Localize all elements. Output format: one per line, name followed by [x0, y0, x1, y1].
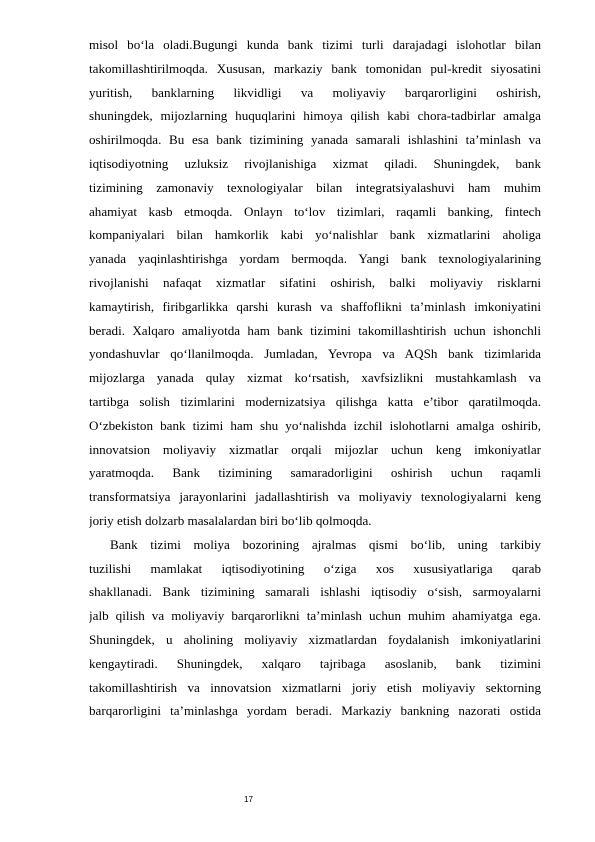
text-line: takomillashtirish va innovatsion xizmatlarni joriy etish moliyaviy sektorning	[89, 679, 541, 695]
text-line: beradi. Xalqaro amaliyotda ham bank tizimini takomillashtirish uchun ishonchli	[89, 322, 541, 338]
text-line: transformatsiya jarayonlarini jadallashtirish va moliyaviy texnologiyalarni keng	[89, 489, 541, 505]
text-line: barqarorligini ta’minlashga yordam beradi. Markaziy bankning nazorati ostida	[89, 703, 541, 719]
text-line: kengaytiradi. Shuningdek, xalqaro tajribaga asoslanib, bank tizimini	[89, 655, 541, 671]
text-line: ahamiyat kasb etmoqda. Onlayn to‘lov tizimlari, raqamli banking, fintech	[89, 203, 541, 219]
text-line: iqtisodiyotning uzluksiz rivojlanishiga xizmat qiladi. Shuningdek, bank	[89, 155, 541, 171]
text-line: yondashuvlar qo‘llanilmoqda. Jumladan, Yevropa va AQSh bank tizimlarida	[89, 346, 541, 362]
text-line: shuningdek, mijozlarning huquqlarini himoya qilish kabi chora-tadbirlar amalga	[89, 108, 541, 124]
text-line: takomillashtirilmoqda. Xususan, markaziy bank tomonidan pul-kredit siyosatini	[89, 60, 541, 76]
paragraph-2	[89, 533, 541, 723]
page-number: 17	[244, 795, 253, 804]
text-line: Shuningdek, u aholining moliyaviy xizmatlardan foydalanish imkoniyatlarini	[89, 631, 541, 647]
text-line: mijozlarga yanada qulay xizmat ko‘rsatish, xavfsizlikni mustahkamlash va	[89, 370, 541, 386]
text-line: jalb qilish va moliyaviy barqarorlikni ta’minlash uchun muhim ahamiyatga ega.	[89, 608, 541, 624]
text-line: O‘zbekiston bank tizimi ham shu yo‘nalishda izchil islohotlarni amalga oshirib,	[89, 417, 541, 433]
paragraph-1	[89, 33, 541, 533]
text-line: yanada yaqinlashtirishga yordam bermoqda. Yangi bank texnologiyalarining	[89, 251, 541, 267]
text-line: tartibga solish tizimlarini modernizatsiya qilishga katta e’tibor qaratilmoqda.	[89, 393, 541, 409]
text-line: innovatsion moliyaviy xizmatlar orqali mijozlar uchun keng imkoniyatlar	[89, 441, 541, 457]
text-line: yuritish, banklarning likvidligi va moliyaviy barqarorligini oshirish,	[89, 84, 541, 100]
text-line: rivojlanishi nafaqat xizmatlar sifatini oshirish, balki moliyaviy risklarni	[89, 274, 541, 290]
text-line: tuzilishi mamlakat iqtisodiyotining o‘ziga xos xususiyatlariga qarab	[89, 560, 541, 576]
text-line: shakllanadi. Bank tizimining samarali ishlashi iqtisodiy o‘sish, sarmoyalarni	[89, 584, 541, 600]
text-line: joriy etish dolzarb masalalardan biri bo‘lib qolmoqda.	[89, 512, 372, 528]
text-line: kamaytirish, firibgarlikka qarshi kurash va shaffoflikni ta’minlash imkoniyatini	[89, 298, 541, 314]
text-line: oshirilmoqda. Bu esa bank tizimining yanada samarali ishlashini ta’minlash va	[89, 132, 541, 148]
text-line: kompaniyalari bilan hamkorlik kabi yo‘nalishlar bank xizmatlarini aholiga	[89, 227, 541, 243]
text-line: yaratmoqda. Bank tizimining samaradorligini oshirish uchun raqamli	[89, 465, 541, 481]
text-line: Bank tizimi moliya bozorining ajralmas qismi bo‘lib, uning tarkibiy	[110, 536, 541, 552]
body-text	[89, 33, 541, 723]
text-line: misol bo‘la oladi.Bugungi kunda bank tizimi turli darajadagi islohotlar bilan	[89, 37, 541, 52]
text-line: tizimining zamonaviy texnologiyalar bilan integratsiyalashuvi ham muhim	[89, 179, 541, 195]
